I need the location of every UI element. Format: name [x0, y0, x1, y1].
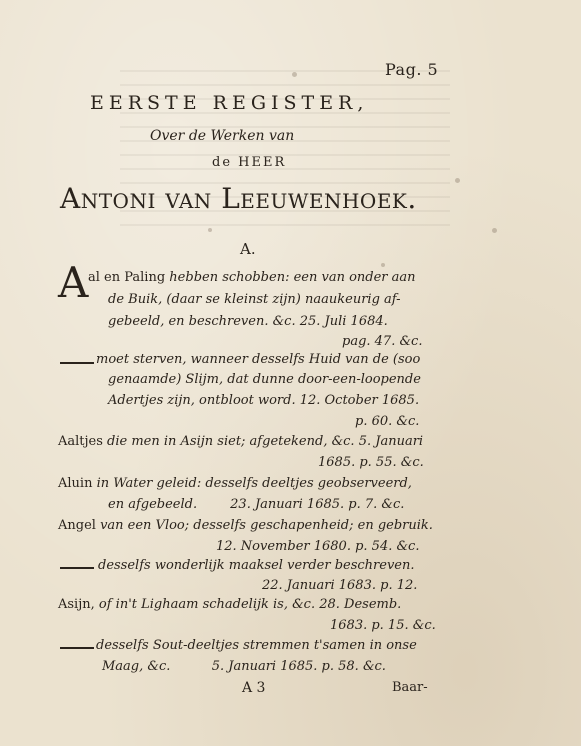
ditto-dash — [60, 362, 94, 364]
entry-headword: Aaltjes — [58, 434, 103, 449]
entry-aal-line2: de Buik, (daar se kleinst zijn) naaukeurig af- — [108, 292, 401, 307]
entry-angel-line2: 12. November 1680. p. 54. &c. — [216, 539, 420, 554]
page-number: Pag. 5 — [385, 60, 439, 79]
entry-text: in Water geleid: desselfs deeltjes geobserveerd, — [92, 476, 412, 491]
paper-spot — [292, 72, 297, 77]
author-name: Antoni van Leeuwenhoek. — [60, 182, 417, 215]
entry-text: die men in Asijn siet; afgetekend, &c. 5. Januari — [102, 434, 424, 449]
entry-sout-line1: desselfs Sout-deeltjes stremmen t'samen in onse — [96, 638, 417, 653]
entry-text: hebben schobben: een van onder aan — [165, 270, 416, 285]
entry-sterven-line2: genaamde) Slijm, dat dunne door-een-loopende — [108, 372, 421, 387]
entry-aaltjes-line1 — [58, 434, 423, 449]
entry-aal-line4: pag. 47. &c. — [342, 334, 423, 349]
entry-sout-line2: Maag, &c. 5. Januari 1685. p. 58. &c. — [102, 659, 386, 674]
entry-headword: Angel — [58, 518, 96, 533]
paper-spot — [492, 228, 497, 233]
entry-sterven-line4: p. 60. &c. — [355, 414, 420, 429]
entry-headword: al en Paling — [88, 270, 166, 285]
paper-spot — [208, 228, 212, 232]
entry-wonder-line2: 22. Januari 1683. p. 12. — [262, 578, 418, 593]
section-letter: A. — [240, 240, 256, 258]
register-heer: de HEER — [212, 155, 287, 170]
paper-spot — [455, 178, 460, 183]
entry-asijn-line1 — [58, 597, 401, 612]
entry-aluin-line1 — [58, 476, 412, 491]
signature-mark: A 3 — [242, 680, 266, 696]
entry-aal-line3: gebeeld, en beschreven. &c. 25. Juli 1684. — [108, 314, 388, 329]
catchword: Baar- — [392, 680, 428, 695]
entry-aaltjes-line2: 1685. p. 55. &c. — [318, 455, 424, 470]
drop-capital: A — [58, 258, 89, 307]
paper-spot — [381, 263, 385, 267]
entry-headword: Aluin — [58, 476, 93, 491]
entry-sterven-line1: moet sterven, wanneer desselfs Huid van de (soo — [96, 352, 421, 367]
register-subtitle: Over de Werken van — [150, 128, 295, 144]
entry-text: van een Vloo; desselfs geschapenheid; en gebruik. — [95, 518, 433, 533]
ditto-dash — [60, 647, 94, 649]
entry-text: of in't Lighaam schadelijk is, &c. 28. Desemb. — [94, 597, 402, 612]
entry-aluin-line2: en afgebeeld. 23. Januari 1685. p. 7. &c. — [108, 497, 405, 512]
register-title: EERSTE REGISTER, — [90, 92, 369, 114]
entry-aal-line1 — [88, 270, 416, 285]
entry-wonder-line1: desselfs wonderlijk maaksel verder beschreven. — [98, 558, 415, 573]
entry-sterven-line3: Adertjes zijn, ontbloot word. 12. October 1685. — [108, 393, 420, 408]
entry-headword: Asijn, — [58, 597, 95, 612]
entry-asijn-line2: 1683. p. 15. &c. — [330, 618, 436, 633]
ditto-dash — [60, 567, 94, 569]
entry-angel-line1 — [58, 518, 433, 533]
